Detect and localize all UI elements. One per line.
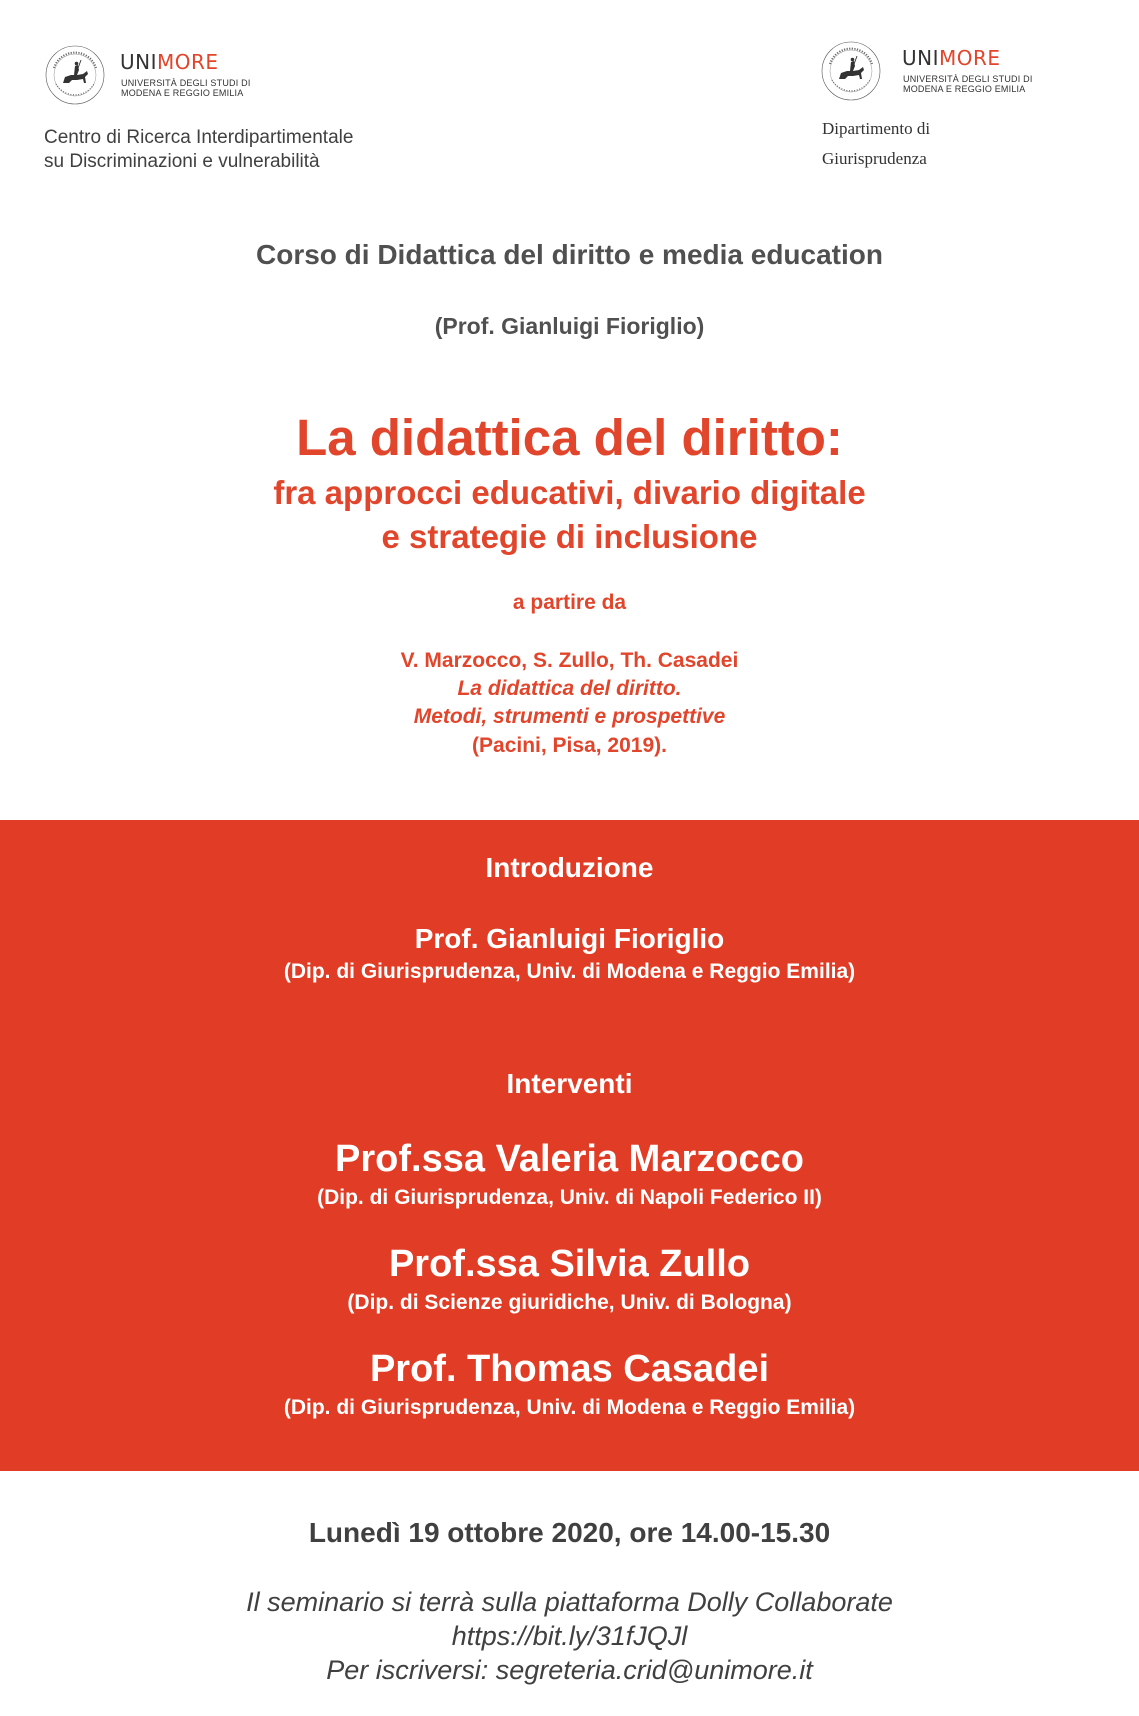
event-date: Lunedì 19 ottobre 2020, ore 14.00-15.30 xyxy=(308,1517,831,1548)
department-name-line-2: Giurisprudenza xyxy=(822,149,927,168)
speaker-name: Prof.ssa Valeria Marzocco xyxy=(335,1138,804,1180)
speaker-affiliation: (Dip. di Giurisprudenza, Univ. di Modena e Reggio Emilia) xyxy=(283,1396,856,1419)
unimore-subtitle-left: UNIVERSITÀ DEGLI STUDI DI MODENA E REGGIO EMILIA xyxy=(121,78,251,98)
crid-name-line-1: Centro di Ricerca Interdipartimentale xyxy=(44,127,354,148)
speaker-name: Prof.ssa Silvia Zullo xyxy=(388,1243,751,1285)
event-title: La didattica del diritto: xyxy=(296,409,843,466)
event-subtitle-line-2: e strategie di inclusione xyxy=(381,518,758,555)
speaker-name: Prof. Thomas Casadei xyxy=(369,1348,770,1390)
registration-info[interactable]: Per iscriversi: segreteria.crid@unimore.it xyxy=(326,1655,813,1685)
talks-heading: Interventi xyxy=(506,1068,633,1099)
book-title-line-1: La didattica del diritto. xyxy=(457,677,682,700)
book-authors: V. Marzocco, S. Zullo, Th. Casadei xyxy=(400,649,739,672)
course-professor: (Prof. Gianluigi Fioriglio) xyxy=(434,313,705,339)
intro-heading: Introduzione xyxy=(485,852,654,883)
book-publisher: (Pacini, Pisa, 2019). xyxy=(472,734,667,757)
intro-speaker: Prof. Gianluigi Fioriglio xyxy=(414,923,725,954)
crid-name-line-2: su Discriminazioni e vulnerabilità xyxy=(44,151,320,172)
department-name-line-1: Dipartimento di xyxy=(822,119,931,138)
intro-affiliation: (Dip. di Giurisprudenza, Univ. di Modena e Reggio Emilia) xyxy=(283,960,856,983)
course-title: Corso di Didattica del diritto e media education xyxy=(256,239,883,270)
meeting-link[interactable]: https://bit.ly/31fJQJl xyxy=(451,1621,688,1651)
platform-info: Il seminario si terrà sulla piattaforma Dolly Collaborate xyxy=(246,1587,893,1617)
unimore-brand-left: UNIMORE xyxy=(120,50,219,74)
university-seal-right-icon xyxy=(820,40,882,102)
speaker-affiliation: (Dip. di Scienze giuridiche, Univ. di Bologna) xyxy=(347,1291,792,1314)
university-seal-left-icon xyxy=(44,44,106,106)
unimore-subtitle-right: UNIVERSITÀ DEGLI STUDI DI MODENA E REGGIO EMILIA xyxy=(903,74,1033,94)
unimore-brand-right: UNIMORE xyxy=(902,46,1001,70)
book-title-line-2: Metodi, strumenti e prospettive xyxy=(413,705,726,728)
speaker-affiliation: (Dip. di Giurisprudenza, Univ. di Napoli Federico II) xyxy=(317,1186,822,1209)
event-subtitle-line-1: fra approcci educativi, divario digitale xyxy=(273,474,866,511)
from-label: a partire da xyxy=(512,591,627,614)
